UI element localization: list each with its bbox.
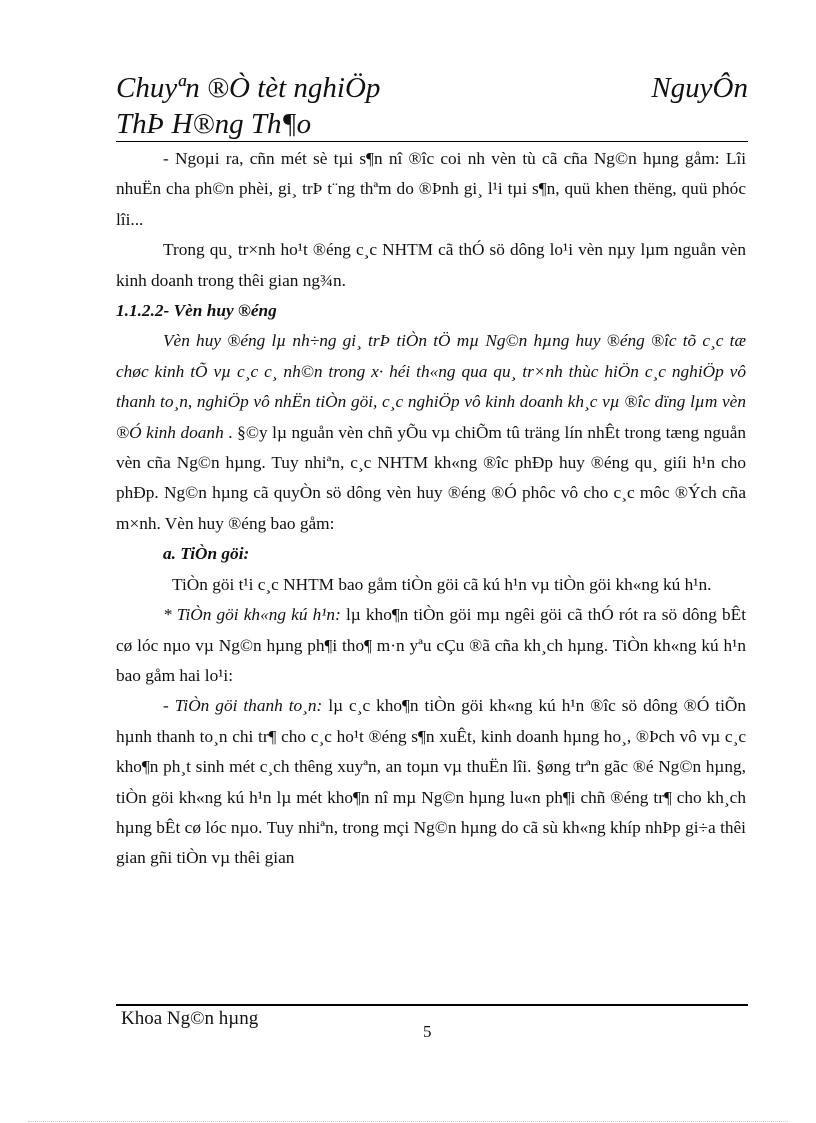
section-heading-mobilized-capital: 1.1.2.2- Vèn huy ®éng xyxy=(116,301,277,321)
paragraph-mobilized-definition xyxy=(116,326,746,539)
mobilized-definition-italic: Vèn huy ®éng lµ nh÷ng gi¸ trÞ tiÒn tÖ mµ Ng©n hµng huy ®éng ®îc tõ c¸c tæ chøc kinh tÕ vµ c¸c c¸ nh©n trong x· héi th«ng qua qu¸ tr×nh thùc hiÖn c¸c nghiÖp vô thanh to¸n, nghiÖp vô nhËn tiÒn göi, c¸c nghiÖp vô kinh doanh kh¸c vµ ®îc dïng lµm vèn ®Ó kinh doanh xyxy=(116,331,746,442)
footer-department: Khoa Ng©n hµng xyxy=(121,1008,259,1029)
document-body xyxy=(116,144,746,874)
subheading-deposits: a. TiÒn göi: xyxy=(163,544,250,564)
demand-deposits-text: lµ kho¶n tiÒn göi mµ ngêi göi cã thÓ rót ra sö dông bÊt cø lóc nµo vµ Ng©n hµng ph¶i tho¶ m·n yªu cÇu ®ã cña kh¸ch hµng. TiÒn kh«ng kú h¹n bao gåm hai lo¹i: xyxy=(116,605,746,685)
paragraph-deposit-types: TiÒn göi t¹i c¸c NHTM bao gåm tiÒn göi cã kú h¹n vµ tiÒn göi kh«ng kú h¹n. xyxy=(172,574,712,594)
paragraph-other-assets: - Ngoµi ra, cñn mét sè tµi s¶n nî ®îc coi nh vèn tù cã cña Ng©n hµng gåm: Lîi nhuËn cha ph©n phèi, gi¸ trÞ t¨ng thªm do ®Þnh gi¸ l¹i tµi s¶n, quü khen thëng, quü phóc lîi... xyxy=(116,149,746,229)
demand-deposits-term: * TiÒn göi kh«ng kú h¹n: xyxy=(163,605,341,625)
header-author-first: NguyÔn xyxy=(651,72,748,104)
payment-deposits-term: - TiÒn göi thanh to¸n: xyxy=(163,696,323,716)
payment-deposits-text: lµ c¸c kho¶n tiÒn göi kh«ng kú h¹n ®îc sö dông ®Ó tiÕn hµnh thanh to¸n chi tr¶ cho c¸c ho¹t ®éng s¶n xuÊt, kinh doanh hµng ho¸, ®Þch vô vµ c¸c kho¶n ph¸t sinh mét c¸ch thêng xuyªn, an toµn vµ thuËn lîi. §øng trªn gãc ®é Ng©n hµng, tiÒn göi kh«ng kú h¹n lµ mét kho¶n nî mµ Ng©n hµng lu«n ph¶i chñ ®éng tr¶ cho kh¸ch hµng bÊt cø lóc nµo. Tuy nhiªn, trong mçi Ng©n hµng do cã sù kh«ng khíp nhÞp gi÷a thêi gian gñi tiÒn vµ thêi gian xyxy=(116,696,747,868)
header-title-line1 xyxy=(116,71,748,105)
header-rule xyxy=(116,141,748,142)
footer-rule xyxy=(116,1004,748,1006)
page-bottom-border xyxy=(28,1121,788,1122)
paragraph-short-term-use: Trong qu¸ tr×nh ho¹t ®éng c¸c NHTM cã thÓ sö dông lo¹i vèn nµy lµm nguån vèn kinh doanh trong thêi gian ng¾n. xyxy=(116,240,746,290)
header-title-left: Chuyªn ®Ò tèt nghiÖp xyxy=(116,72,381,104)
header-author-rest: ThÞ H®ng Th¶o xyxy=(116,108,312,140)
page-number: 5 xyxy=(423,1022,432,1041)
paragraph-payment-deposits xyxy=(116,691,746,873)
mobilized-definition-rest: . §©y lµ nguån vèn chñ yÕu vµ chiÕm tû träng lín nhÊt trong tæng nguån vèn cña Ng©n hµng. Tuy nhiªn, c¸c NHTM kh«ng ®îc phÐp huy ®éng qu¸ giíi h¹n cho phÐp. Ng©n hµng cã quyÒn sö dông vèn huy ®éng ®Ó phôc vô cho c¸c môc ®Ých cña m×nh. Vèn huy ®éng bao gåm: xyxy=(116,422,746,533)
paragraph-demand-deposits xyxy=(116,600,746,691)
